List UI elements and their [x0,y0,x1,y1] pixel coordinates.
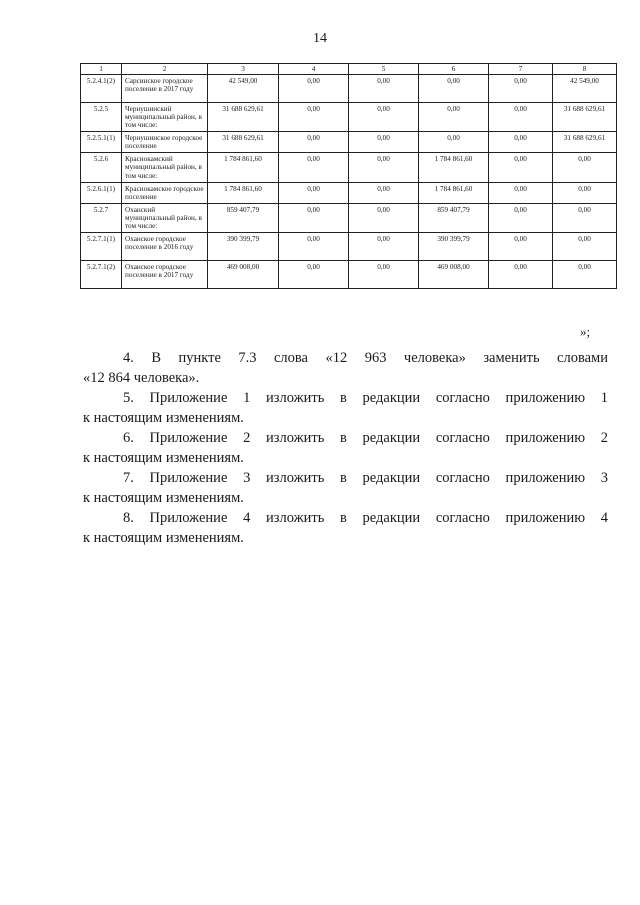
row-code: 5.2.5 [81,103,122,132]
cell-value: 0,00 [279,153,349,182]
row-code: 5.2.6 [81,153,122,182]
column-header: 2 [122,64,208,75]
page-number: 14 [313,31,327,46]
cell-value: 469 008,00 [208,260,279,288]
paragraph-item-5: 5. Приложение 1 изложить в редакции согласно приложению 1 [123,390,608,406]
cell-value: 0,00 [349,232,419,260]
cell-value: 0,00 [489,132,553,153]
cell-value: 31 688 629,61 [553,103,617,132]
cell-value: 0,00 [349,132,419,153]
cell-value: 0,00 [279,260,349,288]
cell-value: 0,00 [553,203,617,232]
cell-value: 42 549,00 [208,75,279,103]
cell-value: 31 688 629,61 [553,132,617,153]
cell-value: 0,00 [349,153,419,182]
table-row [81,260,617,288]
cell-value: 390 399,79 [208,232,279,260]
cell-value: 0,00 [553,260,617,288]
table-row [81,103,617,132]
row-name: Краснокамский муниципальный район, в том числе: [122,153,208,182]
paragraph-item-8: 8. Приложение 4 изложить в редакции согласно приложению 4 [123,510,608,526]
row-name: Краснокамское городское поселение [122,182,208,203]
cell-value: 31 688 629,61 [208,132,279,153]
cell-value: 0,00 [279,232,349,260]
cell-value: 0,00 [489,203,553,232]
column-header: 1 [81,64,122,75]
cell-value: 0,00 [349,182,419,203]
cell-value: 0,00 [279,203,349,232]
paragraph-item-4: 4. В пункте 7.3 слова «12 963 человека» заменить словами [123,350,608,366]
cell-value: 0,00 [279,103,349,132]
paragraph-item-4-continuation: «12 864 человека». [83,370,200,386]
paragraph-item-7-continuation: к настоящим изменениям. [83,490,244,506]
cell-value: 0,00 [279,75,349,103]
row-name: Сарсинское городское поселение в 2017 году [122,75,208,103]
cell-value: 0,00 [349,75,419,103]
cell-value: 42 549,00 [553,75,617,103]
column-header: 8 [553,64,617,75]
cell-value: 0,00 [553,153,617,182]
cell-value: 1 784 861,60 [419,182,489,203]
paragraph-item-5-continuation: к настоящим изменениям. [83,410,244,426]
cell-value: 0,00 [553,182,617,203]
cell-value: 0,00 [489,182,553,203]
cell-value: 0,00 [489,75,553,103]
column-header: 5 [349,64,419,75]
row-code: 5.2.7.1(1) [81,232,122,260]
cell-value: 859 407,79 [419,203,489,232]
cell-value: 0,00 [489,260,553,288]
row-code: 5.2.5.1(1) [81,132,122,153]
paragraph-item-7: 7. Приложение 3 изложить в редакции согласно приложению 3 [123,470,608,486]
paragraph-item-6-continuation: к настоящим изменениям. [83,450,244,466]
cell-value: 859 407,79 [208,203,279,232]
cell-value: 1 784 861,60 [208,153,279,182]
row-name: Оханский муниципальный район, в том числе: [122,203,208,232]
cell-value: 1 784 861,60 [208,182,279,203]
column-header: 4 [279,64,349,75]
cell-value: 0,00 [489,232,553,260]
column-header: 7 [489,64,553,75]
amendment-text [83,348,608,548]
table-header-row [81,64,617,75]
row-code: 5.2.7 [81,203,122,232]
cell-value: 0,00 [349,260,419,288]
table-row [81,75,617,103]
table-row [81,182,617,203]
paragraph-item-6: 6. Приложение 2 изложить в редакции согласно приложению 2 [123,430,608,446]
paragraph-item-8-continuation: к настоящим изменениям. [83,530,244,546]
cell-value: 0,00 [279,132,349,153]
table-row [81,153,617,182]
row-code: 5.2.4.1(2) [81,75,122,103]
row-name: Оханское городское поселение в 2016 году [122,232,208,260]
table-row [81,132,617,153]
row-name: Оханское городское поселение в 2017 году [122,260,208,288]
row-code: 5.2.6.1(1) [81,182,122,203]
budget-table [80,63,617,289]
cell-value: 469 008,00 [419,260,489,288]
cell-value: 31 688 629,61 [208,103,279,132]
column-header: 3 [208,64,279,75]
cell-value: 0,00 [279,182,349,203]
table-row [81,203,617,232]
cell-value: 0,00 [419,103,489,132]
row-code: 5.2.7.1(2) [81,260,122,288]
row-name: Чернушинский муниципальный район, в том числе: [122,103,208,132]
table-row [81,232,617,260]
cell-value: 390 399,79 [419,232,489,260]
cell-value: 0,00 [489,103,553,132]
row-name: Чернушинское городское поселение [122,132,208,153]
cell-value: 0,00 [349,103,419,132]
cell-value: 0,00 [349,203,419,232]
cell-value: 1 784 861,60 [419,153,489,182]
cell-value: 0,00 [419,132,489,153]
column-header: 6 [419,64,489,75]
cell-value: 0,00 [489,153,553,182]
cell-value: 0,00 [419,75,489,103]
cell-value: 0,00 [553,232,617,260]
closing-quote-mark: »; [580,324,591,339]
